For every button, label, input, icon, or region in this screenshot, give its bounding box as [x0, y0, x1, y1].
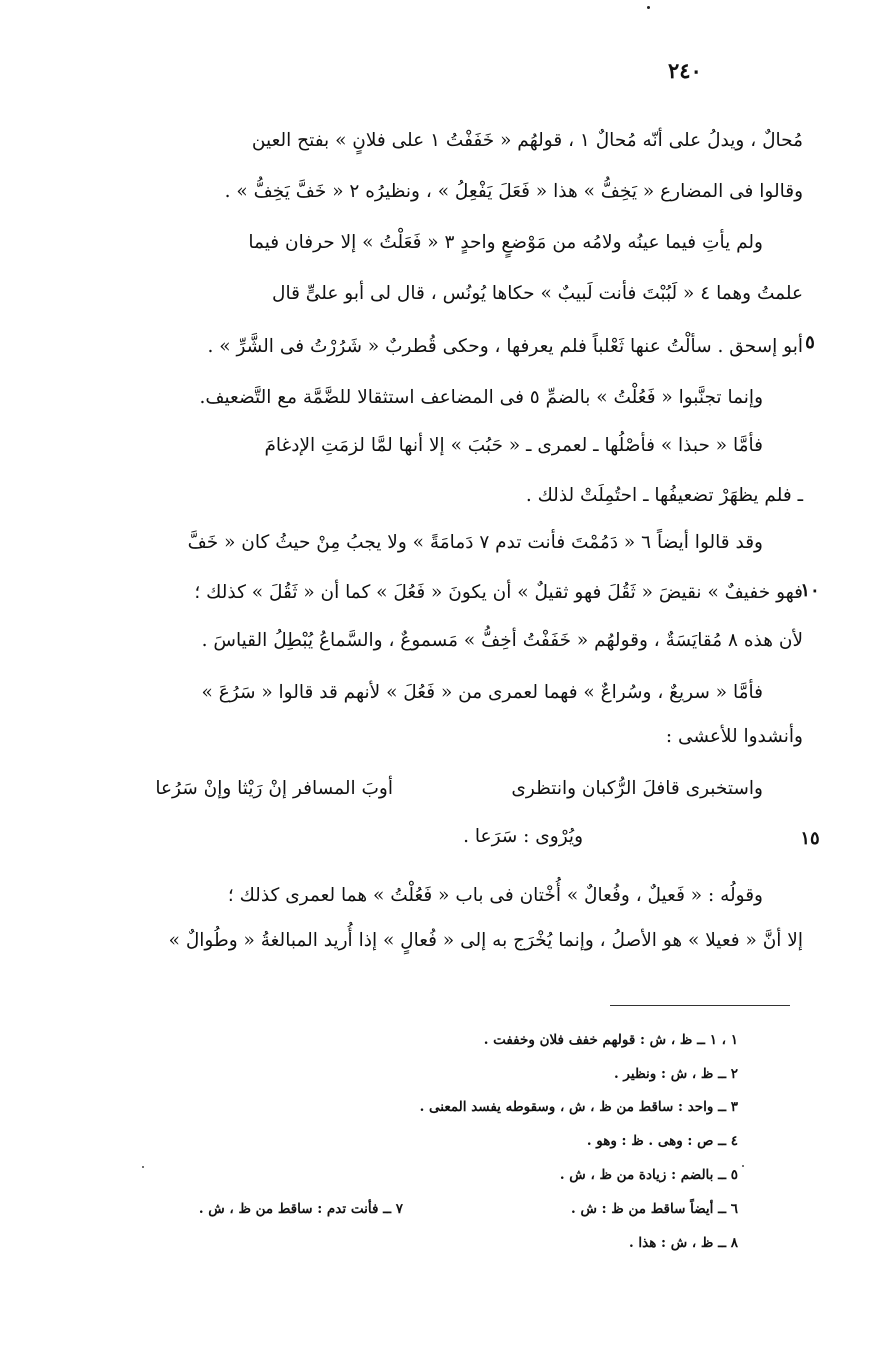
footnote: ٨ ــ ظ ، ش : هذا .	[628, 1235, 738, 1251]
verse-variant: ويُرْوى : سَرَعا .	[463, 826, 583, 847]
footnote: ٦ ــ أيضاً ساقط من ظ : ش .	[571, 1201, 738, 1217]
line-marker-15: ١٥	[800, 828, 820, 849]
footnote: ١ ، ١ ــ ظ ، ش : قولهم خفف فلان وخففت .	[483, 1032, 738, 1048]
verse-first-hemistich: واستخبرى قافلَ الرُّكبان وانتظرى	[511, 778, 763, 799]
text-line: فأمَّا « حبذا » فأصْلُها ـ لعمرى ـ « حَبُبَ » إلا أنها لمَّا لزمَتِ الإدغامَ	[264, 435, 763, 456]
page-number: ٢٤٠	[668, 58, 702, 83]
footnote-separator	[610, 1005, 790, 1006]
verse-second-hemistich: أوبَ المسافر إنْ رَيْثا وإنْ سَرُعا	[155, 778, 393, 799]
text-line: فأمَّا « سريعٌ ، وسُراعٌ » فهما لعمرى من « فَعُلَ » لأنهم قد قالوا « سَرُعَ »	[201, 682, 763, 703]
print-speck	[142, 1166, 144, 1168]
text-line: وقولُه : « فَعيلٌ ، وفُعالٌ » أُخْتان فى باب « فَعُلْتُ » هما لعمرى كذلك ؛	[227, 885, 763, 906]
footnote: ٧ ــ فأنت تدم : ساقط من ظ ، ش .	[198, 1201, 403, 1217]
text-line: إلا أنَّ « فعيلا » هو الأصلُ ، وإنما يُخْرَج به إلى « فُعالٍ » إذا أُريد المبالغةُ « وطُوالٌ »	[168, 930, 803, 951]
footnote: ٤ ــ ص : وهى . ظ : وهو .	[586, 1133, 738, 1149]
text-line: ـ فلم يظهَرْ تضعيفُها ـ احتُمِلَتْ لذلك .	[525, 485, 803, 506]
text-line: وقالوا فى المضارع « يَخِفُّ » هذا « فَعَلَ يَفْعِلُ » ، ونظيرُه ٢ « خَفَّ يَخِفُّ » .	[224, 181, 803, 202]
line-marker-10: ١٠	[800, 580, 820, 601]
text-line: وإنما تجنَّبوا « فَعُلْتُ » بالضمِّ ٥ فى المضاعف استثقالا للضَّمَّة مع التَّضعيف.	[199, 387, 763, 408]
print-speck	[647, 6, 650, 9]
text-line: وقد قالوا أيضاً ٦ « دَمُمْتَ فأنت تدم ٧ دَمامَةً » ولا يجبُ مِنْ حيثُ كان « خَفَّ	[187, 532, 763, 553]
text-line: لأن هذه ٨ مُقايَسَةٌ ، وقولهُم « خَفَفْتُ أخِفُّ » مَسموعٌ ، والسَّماعُ يُبْطِلُ القياسَ .	[201, 630, 803, 651]
text-line: مُحالٌ ، ويدلُ على أنّه مُحالٌ ١ ، قولهُم « خَفَفْتُ ١ على فلانٍ » بفتح العين	[251, 130, 803, 151]
footnote: ٣ ــ واحد : ساقط من ظ ، ش ، وسقوطه يفسد المعنى .	[419, 1099, 738, 1115]
footnote: ٥ ــ بالضم : زيادة من ظ ، ش .	[559, 1167, 738, 1183]
text-line: وأنشدوا للأعشى :	[665, 726, 803, 747]
text-line: فهو خفيفٌ » نقيضَ « ثَقُلَ فهو ثقيلٌ » أن يكونَ « فَعُلَ » كما أن « ثَقُلَ » كذلك ؛	[194, 582, 803, 603]
text-line: ولم يأتِ فيما عينُه ولامُه من مَوْضعٍ واحدٍ ٣ « فَعَلْتُ » إلا حرفان فيما	[248, 232, 763, 253]
text-line: علمتُ وهما ٤ « لَبُبْتَ فأنت لَبيبٌ » حكاها يُونُس ، قال لى أبو علىٍّ قال	[272, 283, 803, 304]
line-marker-5: ٥	[805, 332, 815, 353]
print-speck	[742, 1165, 744, 1167]
text-line: أبو إسحق . سألْتُ عنها ثَعْلباً فلم يعرفها ، وحكى قُطربٌ « شَرُرْتُ فى الشَّرِّ » .	[207, 336, 803, 357]
footnote: ٢ ــ ظ ، ش : ونظير .	[614, 1066, 738, 1082]
